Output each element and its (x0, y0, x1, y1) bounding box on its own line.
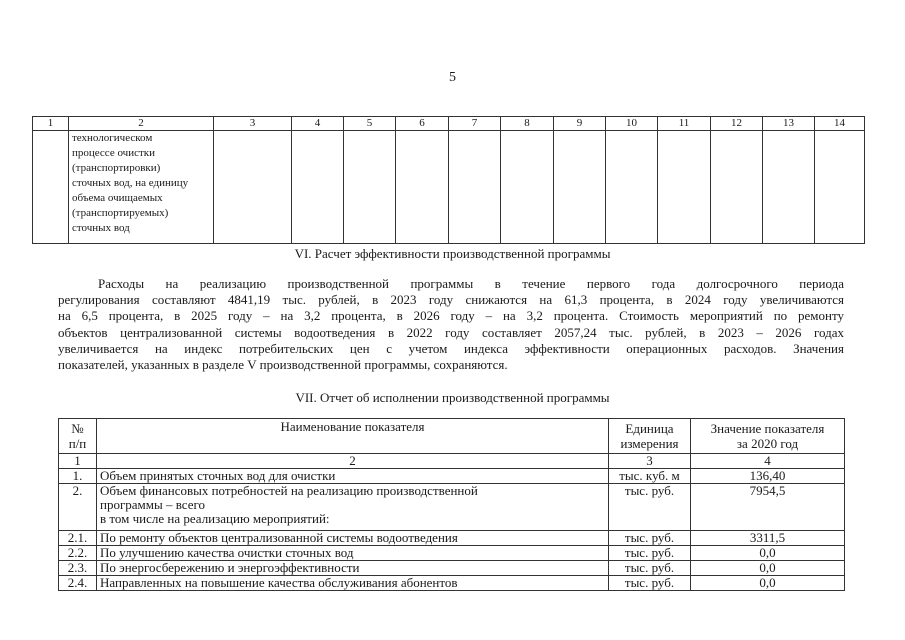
row-number: 2. (59, 484, 97, 531)
column-number: 6 (396, 117, 449, 131)
column-number: 8 (501, 117, 554, 131)
row-value: 3311,5 (691, 531, 845, 546)
row-value: 0,0 (691, 576, 845, 591)
column-number: 14 (815, 117, 865, 131)
row-unit: тыс. руб. (609, 576, 691, 591)
column-number: 13 (763, 117, 815, 131)
table-row (59, 469, 845, 484)
column-number: 4 (292, 117, 344, 131)
row-unit: тыс. руб. (609, 561, 691, 576)
table-cell (396, 131, 449, 244)
column-number: 10 (606, 117, 658, 131)
column-number: 7 (449, 117, 501, 131)
paragraph-line: объектов централизованной системы водоотведения в 2022 году составляет 2057,24 тыс. рублей, в 2023 – 2026 годах (58, 324, 844, 340)
row-number: 2.4. (59, 576, 97, 591)
description-line: технологическом (72, 132, 153, 144)
table-row (59, 484, 845, 531)
execution-report-table (58, 418, 845, 591)
row-name-line: Объем финансовых потребностей на реализацию производственной (100, 483, 478, 498)
row-name-line: в том числе на реализацию мероприятий: (100, 511, 330, 526)
description-line: (транспортировки) (72, 162, 161, 174)
column-number: 11 (658, 117, 711, 131)
description-line: (транспортируемых) (72, 207, 169, 219)
row-value: 0,0 (691, 561, 845, 576)
header-name: Наименование показателя (97, 419, 609, 454)
column-number: 5 (344, 117, 396, 131)
description-line: процессе очистки (72, 147, 156, 159)
column-number: 9 (554, 117, 606, 131)
header-value (691, 419, 845, 454)
row-unit: тыс. куб. м (609, 469, 691, 484)
row-unit: тыс. руб. (609, 484, 691, 531)
table-cell (292, 131, 344, 244)
paragraph-line: увеличивается на индекс потребительских цен с учетом индекса эффективности операционных расходов. Значения (58, 340, 844, 356)
column-index: 2 (97, 454, 609, 469)
table-row (33, 131, 865, 244)
description-line: объема очищаемых (72, 192, 163, 204)
row-value: 0,0 (691, 546, 845, 561)
table-cell (606, 131, 658, 244)
header-unit-line: Единица (625, 421, 674, 436)
indicators-continuation-table (32, 116, 865, 244)
table-row (59, 561, 845, 576)
page-number: 5 (449, 70, 456, 85)
table-row (59, 576, 845, 591)
table-cell (33, 131, 69, 244)
row-number: 1. (59, 469, 97, 484)
column-number-row (33, 117, 865, 131)
header-value-line: Значение показателя (710, 421, 825, 436)
row-name: По энергосбережению и энергоэффективности (97, 561, 609, 576)
row-name: По ремонту объектов централизованной системы водоотведения (97, 531, 609, 546)
column-number: 12 (711, 117, 763, 131)
row-number: 2.3. (59, 561, 97, 576)
row-unit: тыс. руб. (609, 546, 691, 561)
table-cell (214, 131, 292, 244)
section-7-heading: VII. Отчет об исполнении производственной программы (295, 390, 610, 405)
paragraph-line: Расходы на реализацию производственной программы в течение первого года долгосрочного периода (98, 276, 844, 291)
row-name: По улучшению качества очистки сточных вод (97, 546, 609, 561)
table-cell (501, 131, 554, 244)
header-num (59, 419, 97, 454)
row-value: 136,40 (691, 469, 845, 484)
paragraph-line: на 6,5 процента, в 2025 году – на 3,2 процента, в 2026 году – на 3,2 процента. Стоимость мероприятий по ремонту (58, 308, 844, 324)
table-cell (344, 131, 396, 244)
description-line: сточных вод, на единицу (72, 177, 189, 189)
paragraph-line: показателей, указанных в разделе V производственной программы, сохраняются. (58, 357, 508, 373)
column-index-row (59, 454, 845, 469)
header-num-line: № (71, 421, 84, 436)
header-unit (609, 419, 691, 454)
table-row (59, 546, 845, 561)
efficiency-paragraph (58, 276, 844, 373)
row-name (97, 484, 609, 531)
row-number: 2.2. (59, 546, 97, 561)
table-cell (658, 131, 711, 244)
description-line: сточных вод (72, 222, 130, 234)
table-cell (554, 131, 606, 244)
header-value-line: за 2020 год (736, 436, 799, 451)
column-index: 1 (59, 454, 97, 469)
column-index: 3 (609, 454, 691, 469)
row-value: 7954,5 (691, 484, 845, 531)
paragraph-line: регулирования составляют 4841,19 тыс. рублей, в 2023 году снижаются на 61,3 процента, в 2024 году увеличиваются (58, 292, 844, 308)
indicator-description (69, 131, 214, 244)
row-number: 2.1. (59, 531, 97, 546)
table-cell (449, 131, 501, 244)
table-row (59, 531, 845, 546)
table-cell (711, 131, 763, 244)
column-index: 4 (691, 454, 845, 469)
header-unit-line: измерения (620, 436, 679, 451)
row-name-line: программы – всего (100, 497, 206, 512)
table-header-row (59, 419, 845, 454)
header-num-line: п/п (68, 436, 87, 451)
row-name: Направленных на повышение качества обслуживания абонентов (97, 576, 609, 591)
column-number: 2 (69, 117, 214, 131)
column-number: 3 (214, 117, 292, 131)
table-cell (815, 131, 865, 244)
row-unit: тыс. руб. (609, 531, 691, 546)
row-name: Объем принятых сточных вод для очистки (97, 469, 609, 484)
column-number: 1 (33, 117, 69, 131)
table-cell (763, 131, 815, 244)
section-6-heading: VI. Расчет эффективности производственной программы (294, 246, 611, 261)
